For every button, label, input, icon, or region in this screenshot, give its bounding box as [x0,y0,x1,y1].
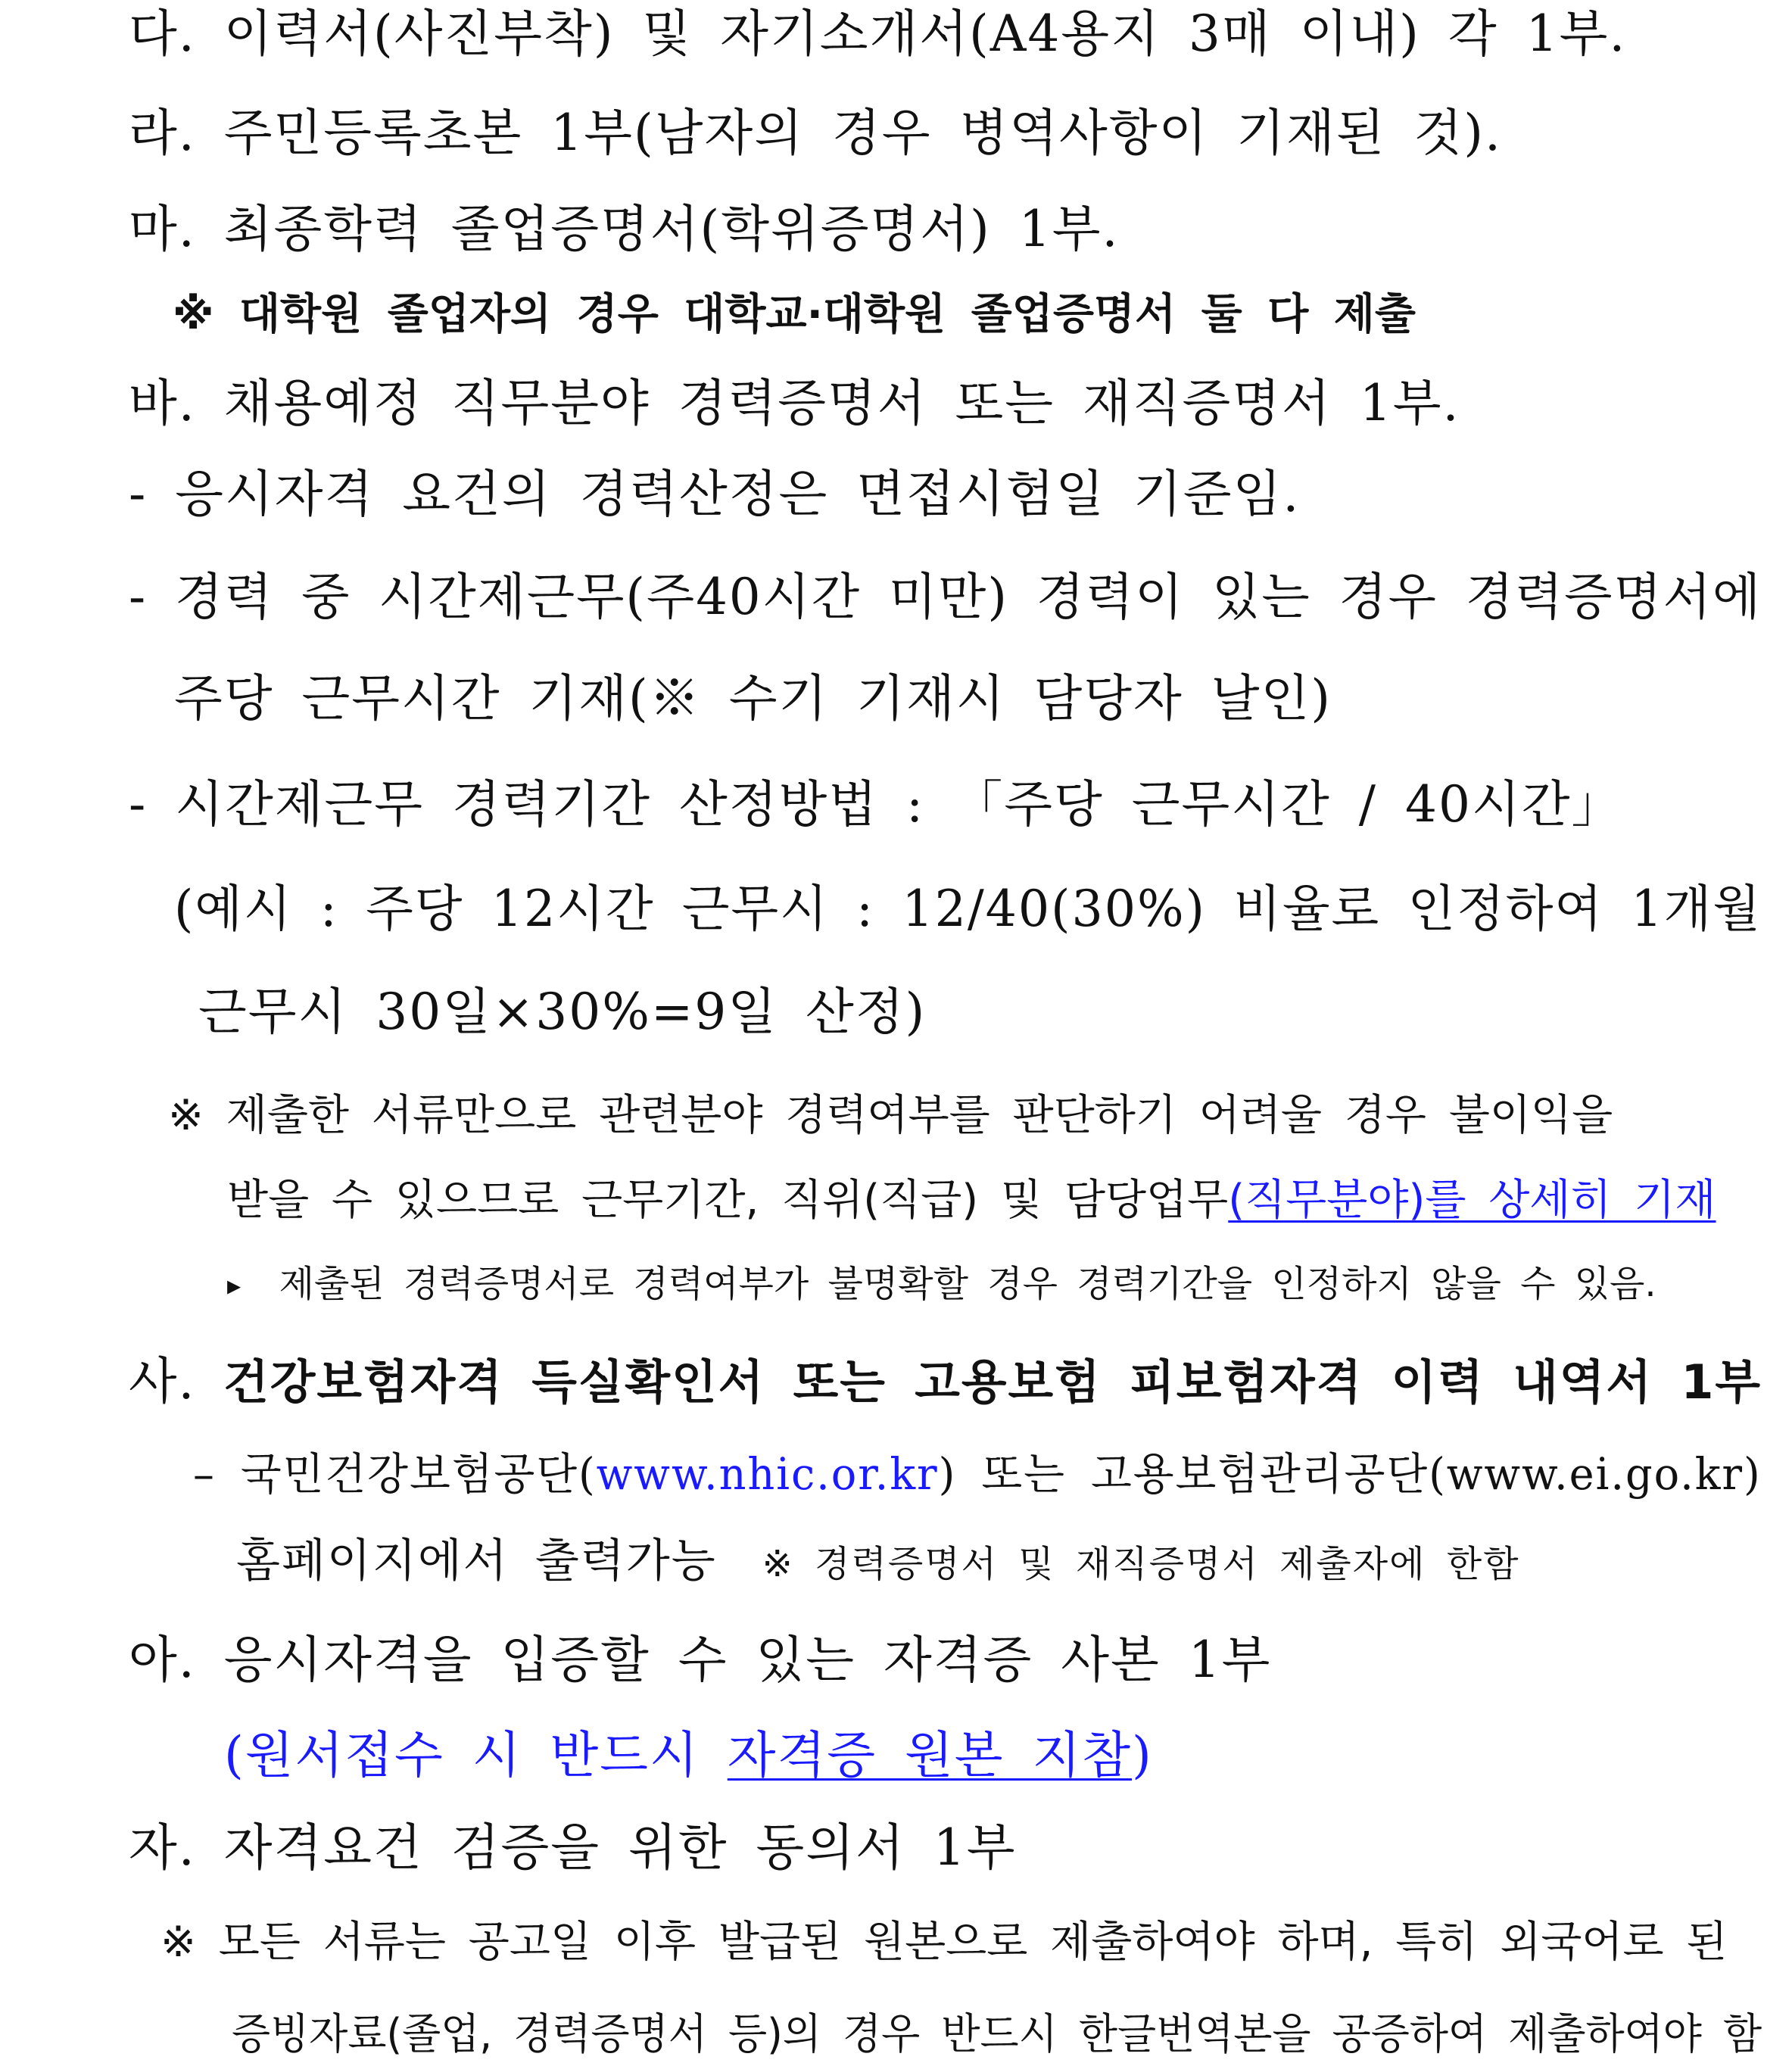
item-ba-example-line2: 근무시 30일×30%=9일 산정) [198,983,927,1041]
item-ja: 자. 자격요건 검증을 위한 동의서 1부 [129,1818,1017,1877]
ba-bullet-text: 제출된 경력증명서로 경력여부가 불명확할 경우 경력기간을 인정하지 않을 수 있음. [279,1263,1656,1305]
final-note-line1: ※ 모든 서류는 공고일 이후 발급된 원본으로 제출하여야 하며, 특히 외국어로 된 [161,1918,1728,1967]
item-ra: 라. 주민등록초본 1부(남자의 경우 병역사항이 기재된 것). [129,104,1502,162]
item-ba-sub2-line2: 주당 근무시간 기재(※ 수기 기재시 담당자 날인) [174,669,1332,728]
a-note-c: ) [1132,1726,1153,1784]
item-sa-sub-line2 [236,1535,1520,1588]
ba-note-line2-text: 받을 수 있으므로 근무기간, 직위(직급) 및 담당업무 [227,1176,1229,1225]
sa-sub-line1-b: ) 또는 고용보험관리공단(www.ei.go.kr) [938,1448,1762,1500]
nhic-url-link[interactable]: www.nhic.or.kr [596,1448,939,1500]
sa-sub-line2-note: ※ 경력증명서 및 재직증명서 제출자에 한함 [762,1543,1520,1585]
item-ba: 바. 채용예정 직무분야 경력증명서 또는 재직증명서 1부. [129,374,1460,432]
item-ba-bullet [227,1263,1656,1305]
bullet-triangle-icon: ▸ [227,1270,242,1301]
item-a: 아. 응시자격을 입증할 수 있는 자격증 사본 1부 [129,1631,1272,1689]
item-ba-note-line2 [227,1176,1716,1225]
sa-title: 건강보험자격 득실확인서 또는 고용보험 피보험자격 이력 내역서 1부 [223,1354,1762,1410]
sa-sub-line1-a: – 국민건강보험공단( [193,1448,597,1500]
item-ba-example-line1: (예시 : 주당 12시간 근무시 : 12/40(30%) 비율로 인정하여 1개월 [174,880,1762,938]
item-ba-sub2-line1: - 경력 중 시간제근무(주40시간 미만) 경력이 있는 경우 경력증명서에 [129,568,1762,626]
item-ma-note: ※ 대학원 졸업자의 경우 대학교·대학원 졸업증명서 둘 다 제출 [173,290,1416,339]
item-ba-sub3: - 시간제근무 경력기간 산정방법 : 「주당 근무시간 / 40시간」 [129,775,1623,834]
sa-prefix: 사. [129,1352,196,1410]
item-sa-sub-line1 [193,1448,1762,1500]
item-sa [129,1352,1762,1410]
item-a-note [224,1726,1153,1784]
final-note-line2: 증빙자료(졸업, 경력증명서 등)의 경우 반드시 한글번역본을 공증하여 제출하여야 함 [232,2010,1762,2059]
item-ma: 마. 최종학력 졸업증명서(학위증명서) 1부. [129,200,1120,258]
item-ba-note-line1: ※ 제출한 서류만으로 관련분야 경력여부를 판단하기 어려울 경우 불이익을 [168,1091,1613,1140]
ba-note-line2-highlight: (직무분야)를 상세히 기재 [1228,1176,1716,1225]
a-note-underlined: 자격증 원본 지참 [727,1726,1133,1784]
item-da: 다. 이력서(사진부착) 및 자기소개서(A4용지 3매 이내) 각 1부. [129,5,1627,63]
a-note-a: (원서접수 시 반드시 [224,1726,728,1784]
sa-sub-line2-text: 홈페이지에서 출력가능 [236,1535,717,1588]
item-ba-sub1: - 응시자격 요건의 경력산정은 면접시험일 기준임. [129,465,1301,523]
